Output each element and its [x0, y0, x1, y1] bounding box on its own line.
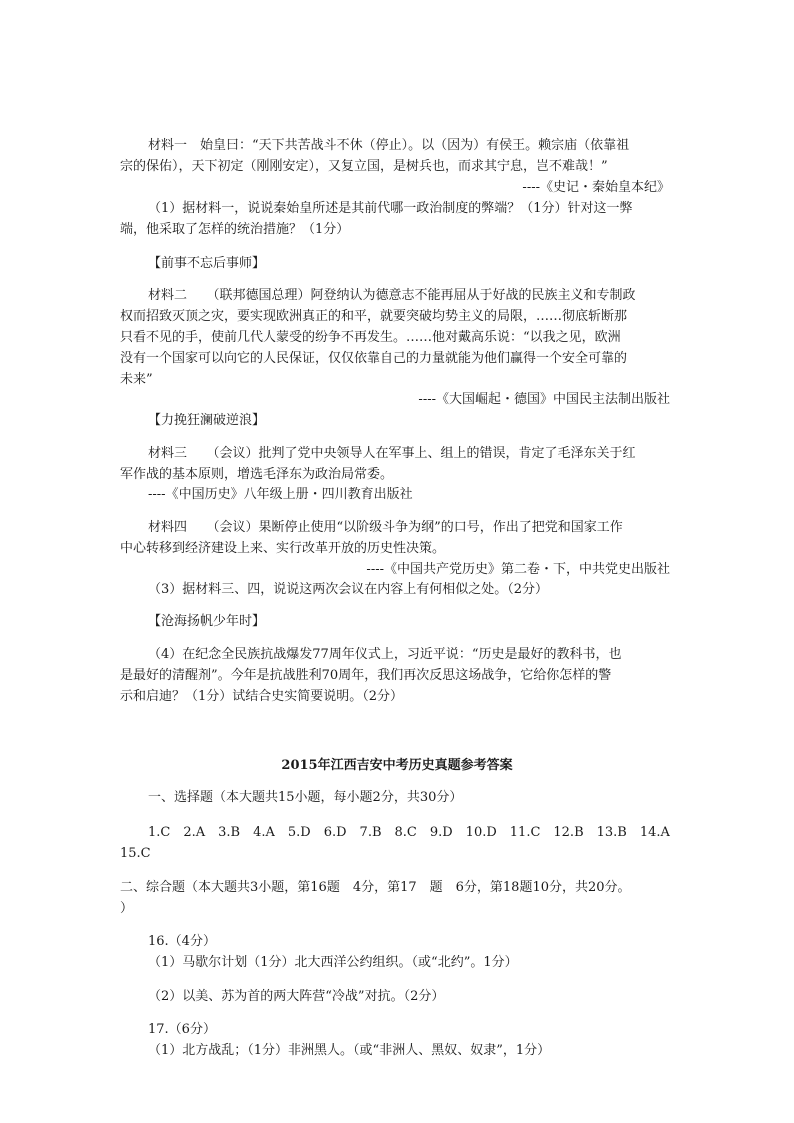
material1-line2: 宗的保佑），天下初定（刚刚安定），又复立国，是树兵也，而求其宁息，岂不难哉！” [120, 159, 608, 174]
answers-part2-heading-line1: 二、综合题（本大题共3小题，第16题 4分，第17 题 6分，第18题10分，共20分。 [120, 880, 631, 895]
material2-line2: 权而招致灭顶之灾，要实现欧洲真正的和平，就要突破均势主义的局限，……彻底斩断那 [120, 309, 628, 324]
material1-source: ----《史记・秦始皇本纪》 [522, 180, 670, 195]
answers-q17-a1: （1）北方战乱；（1分）非洲黑人。（或“非洲人、黑奴、奴隶”，1分） [148, 1043, 551, 1058]
answers-q16-a2: （2）以美、苏为首的两大阵营“冷战”对抗。（2分） [148, 989, 445, 1004]
material2-line5: 未来” [120, 372, 153, 387]
q4-line2: 是最好的清醒剂”。今年是抗战胜利70周年，我们再次反思这场战争，它给你怎样的警 [120, 668, 612, 683]
material3-line1: 材料三 （会议）批判了党中央领导人在军事上、组上的错误，肯定了毛泽东关于红 [148, 446, 636, 461]
q4-line1: （4）在纪念全民族抗战爆发77周年仪式上，习近平说：“历史是最好的教科书，也 [148, 647, 622, 662]
material3-source: ----《中国历史》八年级上册・四川教育出版社 [148, 487, 413, 502]
answers-part1-line2: 15.C [120, 846, 151, 861]
material2-line3: 只看不见的手，使前几代人蒙受的纷争不再发生。……他对戴高乐说：“以我之见，欧洲 [120, 330, 621, 345]
material2-source: ----《大国崛起・德国》中国民主法制出版社 [418, 392, 670, 407]
answers-part1-line1: 1.C 2.A 3.B 4.A 5.D 6.D 7.B 8.C 9.D 10.D 11.C 12.B 13.B 14.A [148, 825, 670, 840]
q3-text: （3）据材料三、四，说说这两次会议在内容上有何相似之处。（2分） [148, 582, 549, 597]
q4-line3: 示和启迪？（1分）试结合史实简要说明。（2分） [120, 689, 404, 704]
section-heading-1: 【前事不忘后事师】 [148, 256, 266, 271]
section-heading-2: 【力挽狂澜破逆浪】 [148, 413, 266, 428]
material4-source: ----《中国共产党历史》第二卷・下，中共党史出版社 [366, 562, 670, 577]
material4-line1: 材料四 （会议）果断停止使用“以阶级斗争为纲”的口号，作出了把党和国家工作 [148, 520, 623, 535]
material3-line2: 军作战的基本原则，增选毛泽东为政治局常委。 [120, 467, 394, 482]
answers-part1-heading: 一、选择题（本大题共15小题，每小题2分，共30分） [148, 790, 463, 805]
material4-line2: 中心转移到经济建设上来、实行改革开放的历史性决策。 [120, 541, 446, 556]
material2-line4: 没有一个国家可以向它的人民保证，仅仅依靠自己的力量就能为他们赢得一个安全可靠的 [120, 351, 628, 366]
answers-q16-label: 16.（4分） [148, 934, 216, 949]
q1-line1-text: （1）据材料一，说说秦始皇所述是其前代哪一政治制度的弊端？（1分）针对这一弊 [148, 201, 633, 216]
material2-line1: 材料二 （联邦德国总理）阿登纳认为德意志不能再屈从于好战的民族主义和专制政 [148, 288, 636, 303]
q1-line2: 端，他采取了怎样的统治措施？（1分） [120, 222, 350, 237]
section-heading-3: 【沧海扬帆少年时】 [148, 614, 266, 629]
material1-line1: 材料一 始皇曰：“天下共苦战斗不休（停止）。以（因为）有侯王。赖宗庙（依靠祖 [148, 138, 630, 153]
answers-q17-label: 17.（6分） [148, 1022, 216, 1037]
answers-title: 2015年江西吉安中考历史真题参考答案 [281, 758, 513, 773]
answers-q16-a1: （1）马歇尔计划（1分）北大西洋公约组织。（或“北约”。1分） [148, 955, 518, 970]
answers-part2-heading-line2: ） [120, 901, 134, 916]
